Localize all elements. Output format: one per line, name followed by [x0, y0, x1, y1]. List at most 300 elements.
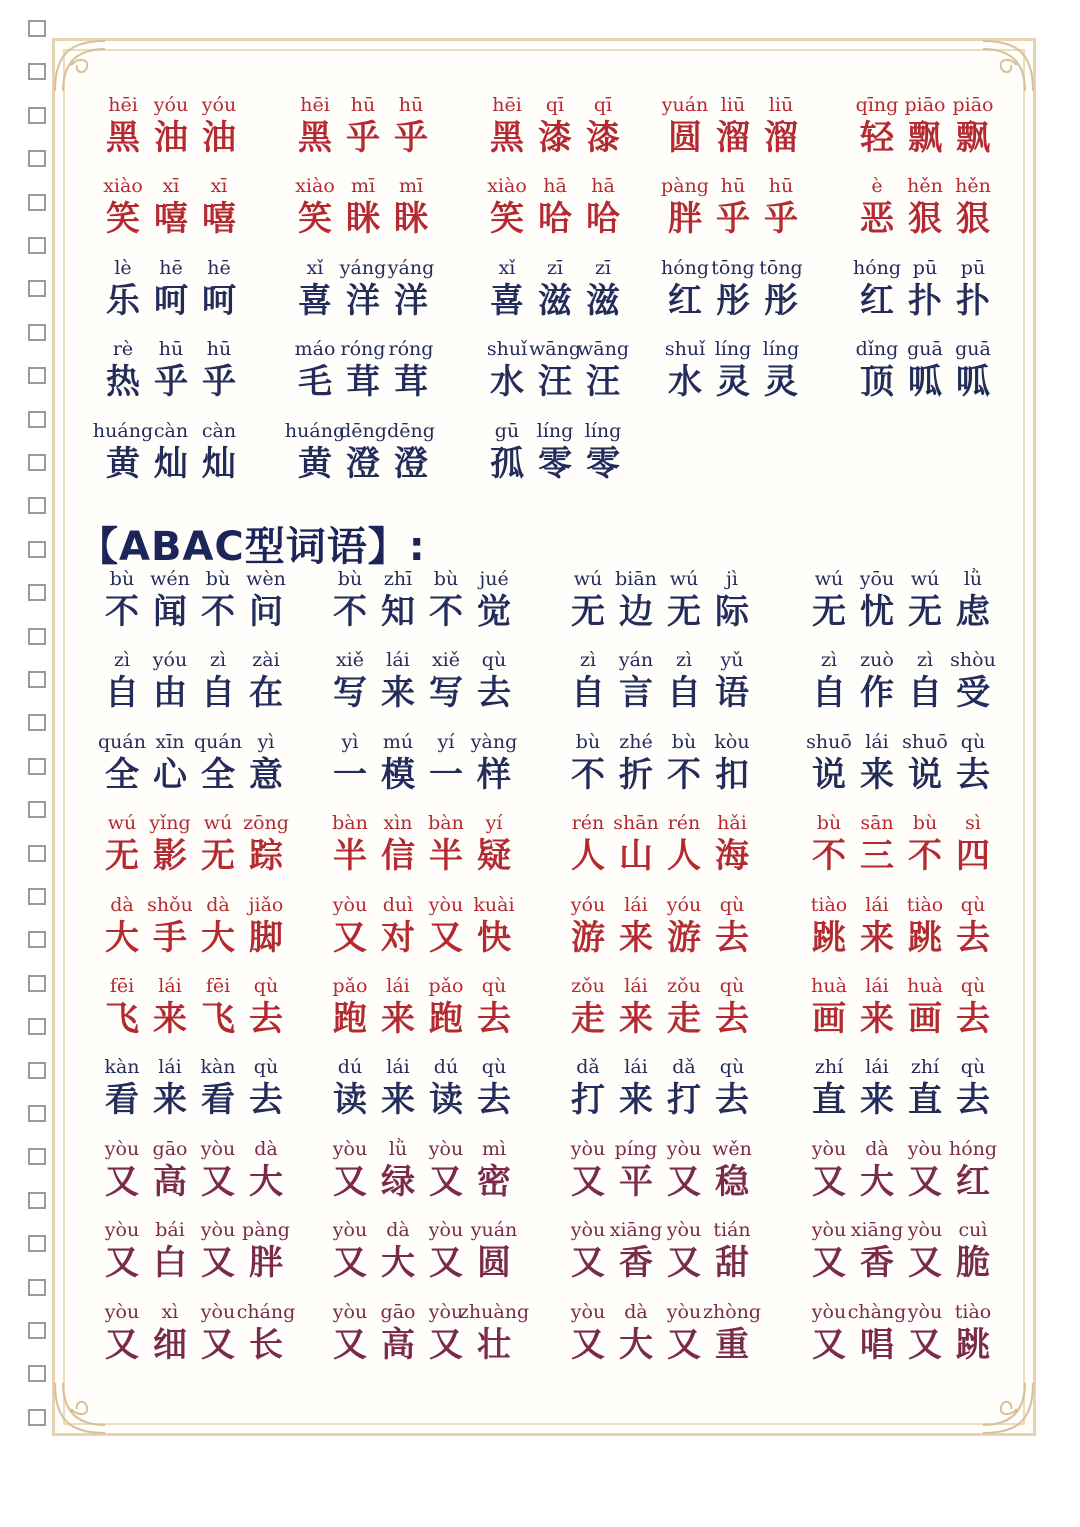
syllable: [326, 1056, 374, 1120]
pinyin: rè: [112, 338, 134, 361]
pinyin: wú: [910, 568, 940, 590]
syllable: [805, 568, 853, 632]
pinyin: qù: [960, 975, 986, 997]
syllable: [146, 1301, 194, 1365]
syllable: [291, 175, 339, 239]
hanzi: 手: [153, 917, 187, 958]
hanzi: 又: [201, 1243, 235, 1284]
pinyin: zuò: [860, 649, 894, 672]
hanzi: 又: [333, 1161, 367, 1202]
idiom-word: [483, 420, 627, 484]
pinyin: zhuàng: [458, 1300, 530, 1323]
hanzi: 大: [381, 1243, 415, 1284]
syllable: [757, 338, 805, 402]
syllable: [579, 338, 627, 402]
syllable: [194, 1219, 242, 1283]
syllable: [98, 568, 146, 632]
hanzi: 乎: [716, 199, 750, 240]
hanzi: 滋: [586, 280, 620, 321]
syllable: [708, 975, 756, 1039]
pinyin: è: [871, 175, 883, 198]
syllable: [242, 568, 290, 632]
pinyin: hēi: [300, 94, 330, 116]
pinyin: róng: [340, 338, 386, 361]
pinyin: xiào: [103, 175, 143, 198]
pinyin: zōng: [243, 812, 289, 835]
pinyin: shān: [613, 812, 659, 835]
idiom-word: [326, 568, 518, 632]
pinyin: hēi: [108, 94, 138, 116]
pinyin: xìn: [383, 812, 413, 835]
pinyin: bù: [575, 730, 601, 753]
syllable: [661, 257, 709, 321]
binding-ring: [28, 1322, 46, 1339]
pinyin: hóng: [948, 1137, 998, 1160]
idiom-word: [805, 1301, 997, 1365]
hanzi: 觉: [477, 592, 511, 632]
pinyin: càn: [153, 419, 189, 442]
idiom-word: [805, 568, 997, 632]
hanzi: 又: [429, 917, 463, 958]
syllable: [612, 1138, 660, 1202]
pinyin: lái: [865, 893, 889, 916]
syllable: [470, 649, 518, 713]
pinyin: zì: [579, 649, 597, 672]
pinyin: jì: [726, 568, 738, 590]
syllable: [483, 94, 531, 158]
pinyin: yóu: [152, 649, 188, 672]
syllable: [564, 1056, 612, 1120]
syllable: [242, 1138, 290, 1202]
hanzi: 意: [249, 754, 283, 795]
pinyin: lái: [386, 975, 410, 997]
hanzi: 半: [429, 836, 463, 877]
syllable: [146, 1138, 194, 1202]
pinyin: yuán: [661, 94, 709, 116]
hanzi: 不: [812, 836, 846, 877]
binding-ring: [28, 454, 46, 471]
syllable: [98, 975, 146, 1039]
syllable: [146, 568, 194, 632]
syllable: [422, 1056, 470, 1120]
hanzi: 平: [619, 1161, 653, 1202]
hanzi: 虑: [956, 592, 990, 632]
syllable: [236, 1300, 296, 1365]
binding-ring: [28, 1365, 46, 1382]
pinyin: yóu: [153, 94, 189, 116]
pinyin: quán: [194, 730, 242, 753]
binding-ring: [28, 194, 46, 211]
hanzi: 大: [105, 917, 139, 958]
binding-ring: [28, 845, 46, 862]
syllable: [339, 94, 387, 158]
syllable: [579, 94, 627, 158]
syllable: [579, 257, 627, 321]
hanzi: 乎: [764, 199, 798, 240]
idiom-word: [661, 257, 805, 321]
hanzi: 密: [477, 1161, 511, 1202]
hanzi: 呱: [908, 362, 942, 403]
hanzi: 喜: [298, 280, 332, 321]
binding-ring: [28, 1235, 46, 1252]
hanzi: 脚: [249, 917, 283, 958]
idiom-word: [564, 1300, 762, 1365]
hanzi: 作: [860, 673, 894, 714]
syllable: [291, 338, 339, 402]
pinyin: dēng: [339, 419, 387, 442]
pinyin: yàng: [470, 730, 518, 753]
hanzi: 又: [908, 1243, 942, 1284]
pinyin: bái: [155, 1219, 185, 1242]
syllable: [709, 257, 757, 321]
pinyin: yòu: [200, 1219, 236, 1242]
idiom-word: [99, 94, 243, 158]
syllable: [853, 1138, 901, 1202]
hanzi: 红: [668, 280, 702, 321]
syllable: [470, 1219, 518, 1283]
hanzi: 长: [249, 1324, 283, 1365]
syllable: [195, 338, 243, 402]
pinyin: guā: [907, 338, 943, 361]
hanzi: 又: [429, 1243, 463, 1284]
syllable: [146, 894, 194, 958]
binding-ring: [28, 63, 46, 80]
pinyin: liū: [720, 94, 746, 116]
syllable: [708, 1056, 756, 1120]
hanzi: 黑: [298, 118, 332, 158]
syllable: [612, 975, 660, 1039]
hanzi: 扑: [908, 280, 942, 321]
syllable: [660, 1219, 708, 1283]
pinyin: zì: [820, 649, 838, 672]
syllable: [805, 1056, 853, 1120]
pinyin: hóng: [852, 256, 902, 279]
pinyin: xī: [162, 175, 180, 198]
hanzi: 不: [333, 592, 367, 632]
syllable: [195, 175, 243, 239]
pinyin: lái: [624, 1056, 648, 1079]
binding-ring: [28, 280, 46, 297]
hanzi: 水: [668, 362, 702, 403]
pinyin: píng: [614, 1137, 658, 1160]
syllable: [949, 975, 997, 1039]
pinyin: yòu: [666, 1137, 702, 1160]
syllable: [98, 649, 146, 713]
syllable: [387, 175, 435, 239]
hanzi: 自: [201, 673, 235, 714]
pinyin: qù: [481, 1056, 507, 1079]
hanzi: 高: [153, 1161, 187, 1202]
syllable: [470, 568, 518, 632]
hanzi: 大: [860, 1161, 894, 1202]
syllable: [853, 1056, 901, 1120]
pinyin: jiǎo: [248, 893, 284, 916]
syllable: [564, 1301, 612, 1365]
syllable: [194, 1301, 242, 1365]
syllable: [146, 731, 194, 795]
hanzi: 彤: [716, 280, 750, 321]
hanzi: 来: [860, 917, 894, 958]
syllable: [98, 812, 146, 876]
hanzi: 扑: [956, 280, 990, 321]
pinyin: lái: [158, 975, 182, 997]
binding-ring: [28, 671, 46, 688]
hanzi: 飞: [201, 999, 235, 1039]
pinyin: bù: [671, 730, 697, 753]
hanzi: 漆: [538, 118, 572, 158]
hanzi: 不: [201, 592, 235, 632]
syllable: [612, 649, 660, 713]
hanzi: 自: [105, 673, 139, 714]
syllable: [901, 175, 949, 239]
syllable: [949, 257, 997, 321]
hanzi: 稳: [715, 1161, 749, 1202]
pinyin: hēi: [492, 94, 522, 116]
syllable: [194, 731, 242, 795]
hanzi: 又: [812, 1324, 846, 1365]
syllable: [483, 420, 531, 484]
pinyin: huà: [907, 975, 943, 997]
pinyin: yòu: [666, 1219, 702, 1242]
hanzi: 滋: [538, 280, 572, 321]
hanzi: 去: [715, 1080, 749, 1121]
ornament-corner-icon: [49, 1377, 111, 1439]
idiom-word: [564, 1056, 756, 1120]
hanzi: 哈: [538, 199, 572, 240]
pinyin: tián: [713, 1219, 751, 1242]
hanzi: 笑: [106, 199, 140, 240]
pinyin: tiào: [906, 893, 944, 916]
syllable: [470, 894, 518, 958]
hanzi: 不: [105, 592, 139, 632]
binding-ring: [28, 714, 46, 731]
idiom-word: [564, 1138, 756, 1202]
binding-ring: [28, 237, 46, 254]
idiom-word: [326, 812, 518, 876]
syllable: [194, 812, 242, 876]
pinyin: bù: [109, 568, 135, 590]
hanzi: 大: [619, 1324, 653, 1365]
idiom-word: [98, 568, 290, 632]
syllable: [708, 1219, 756, 1283]
pinyin: wén: [150, 568, 190, 590]
hanzi: 来: [153, 1080, 187, 1121]
hanzi: 眯: [346, 199, 380, 240]
pinyin: càn: [201, 419, 237, 442]
hanzi: 汪: [586, 362, 620, 403]
syllable: [901, 1056, 949, 1120]
idiom-word: [853, 175, 997, 239]
syllable: [708, 568, 756, 632]
hanzi: 读: [429, 1080, 463, 1121]
pinyin: zhé: [619, 730, 653, 753]
pinyin: wú: [669, 568, 699, 590]
idiom-word: [483, 94, 627, 158]
syllable: [660, 812, 708, 876]
hanzi: 来: [619, 1080, 653, 1121]
hanzi: 胖: [249, 1243, 283, 1284]
pinyin: lè: [114, 256, 132, 279]
syllable: [708, 731, 756, 795]
syllable: [99, 338, 147, 402]
hanzi: 黑: [490, 118, 524, 158]
hanzi: 溜: [716, 118, 750, 158]
hanzi: 去: [477, 1080, 511, 1121]
syllable: [470, 812, 518, 876]
hanzi: 无: [201, 836, 235, 877]
syllable: [949, 175, 997, 239]
syllable: [805, 894, 853, 958]
hanzi: 来: [619, 999, 653, 1039]
syllable: [805, 731, 853, 795]
spiral-binding: [26, 20, 52, 1460]
pinyin: shòu: [950, 649, 996, 672]
syllable: [901, 94, 949, 158]
hanzi: 毛: [298, 362, 332, 403]
syllable: [146, 1219, 194, 1283]
idiom-word: [98, 1219, 290, 1283]
pinyin: dà: [206, 893, 230, 916]
hanzi: 恶: [860, 199, 894, 240]
pinyin: rén: [667, 812, 701, 835]
hanzi: 嘻: [202, 199, 236, 240]
hanzi: 又: [667, 1243, 701, 1284]
syllable: [422, 568, 470, 632]
syllable: [194, 1056, 242, 1120]
pinyin: yòu: [332, 1300, 368, 1323]
hanzi: 漆: [586, 118, 620, 158]
pinyin: xī: [210, 175, 228, 198]
hanzi: 油: [154, 118, 188, 158]
pinyin: lái: [865, 1056, 889, 1079]
syllable: [374, 649, 422, 713]
syllable: [147, 175, 195, 239]
syllable: [949, 812, 997, 876]
syllable: [853, 975, 901, 1039]
hanzi: 又: [105, 1243, 139, 1284]
syllable: [850, 1219, 904, 1284]
idiom-word: [92, 419, 243, 484]
pinyin: qīng: [855, 94, 899, 116]
syllable: [805, 1301, 853, 1365]
syllable: [564, 731, 612, 795]
syllable: [146, 1056, 194, 1120]
hanzi: 直: [812, 1080, 846, 1121]
hanzi: 直: [908, 1080, 942, 1121]
pinyin: lái: [386, 649, 410, 672]
hanzi: 水: [490, 362, 524, 403]
binding-ring: [28, 931, 46, 948]
pinyin: hū: [350, 94, 376, 116]
syllable: [901, 812, 949, 876]
pinyin: huáng: [284, 419, 346, 442]
idiom-word: [661, 94, 805, 158]
hanzi: 狠: [908, 199, 942, 240]
pinyin: qù: [253, 975, 279, 997]
pinyin: lǜ: [963, 568, 983, 590]
pinyin: kòu: [714, 730, 750, 753]
binding-ring: [28, 628, 46, 645]
idiom-word: [326, 731, 518, 795]
binding-ring: [28, 1279, 46, 1296]
hanzi: 茸: [394, 362, 428, 403]
hanzi: 无: [105, 836, 139, 877]
syllable: [326, 1219, 374, 1283]
hanzi: 一: [429, 754, 463, 795]
pinyin: tōng: [711, 256, 755, 279]
binding-ring: [28, 1018, 46, 1035]
idiom-word: [805, 649, 997, 713]
syllable: [326, 1138, 374, 1202]
pinyin: rén: [571, 812, 605, 835]
syllable: [339, 338, 387, 402]
pinyin: líng: [536, 419, 574, 442]
binding-ring: [28, 541, 46, 558]
idiom-word: [805, 1219, 997, 1283]
hanzi: 香: [860, 1243, 894, 1284]
syllable: [422, 812, 470, 876]
pinyin: wāng: [529, 338, 581, 361]
hanzi: 忧: [860, 592, 894, 632]
syllable: [194, 1138, 242, 1202]
syllable: [339, 175, 387, 239]
syllable: [949, 338, 997, 402]
syllable: [422, 975, 470, 1039]
hanzi: 甜: [715, 1243, 749, 1284]
hanzi: 踪: [249, 836, 283, 877]
syllable: [146, 649, 194, 713]
pinyin: wú: [107, 812, 137, 835]
syllable: [949, 568, 997, 632]
syllable: [853, 812, 901, 876]
hanzi: 眯: [394, 199, 428, 240]
pinyin: quán: [98, 730, 146, 753]
pinyin: xiāng: [609, 1219, 663, 1242]
syllable: [242, 975, 290, 1039]
syllable: [708, 894, 756, 958]
idiom-word: [98, 975, 290, 1039]
syllable: [564, 1138, 612, 1202]
hanzi: 红: [956, 1161, 990, 1202]
binding-ring: [28, 107, 46, 124]
pinyin: hěn: [955, 175, 991, 198]
syllable: [901, 731, 949, 795]
pinyin: yuán: [470, 1219, 518, 1242]
syllable: [901, 649, 949, 713]
syllable: [901, 1219, 949, 1283]
idiom-word: [291, 257, 435, 321]
pinyin: qù: [960, 893, 986, 916]
pinyin: kàn: [200, 1056, 236, 1079]
syllable: [458, 1300, 530, 1365]
binding-ring: [28, 975, 46, 992]
syllable: [708, 1138, 756, 1202]
syllable: [422, 894, 470, 958]
hanzi: 三: [860, 836, 894, 877]
pinyin: gāo: [152, 1137, 188, 1160]
binding-ring: [28, 497, 46, 514]
pinyin: pàng: [242, 1219, 290, 1242]
syllable: [579, 175, 627, 239]
hanzi: 又: [429, 1161, 463, 1202]
hanzi: 又: [571, 1243, 605, 1284]
hanzi: 黑: [106, 118, 140, 158]
hanzi: 乎: [346, 118, 380, 158]
hanzi: 高: [381, 1324, 415, 1365]
pinyin: tiào: [810, 893, 848, 916]
pinyin: qù: [253, 1056, 279, 1079]
syllable: [853, 257, 901, 321]
